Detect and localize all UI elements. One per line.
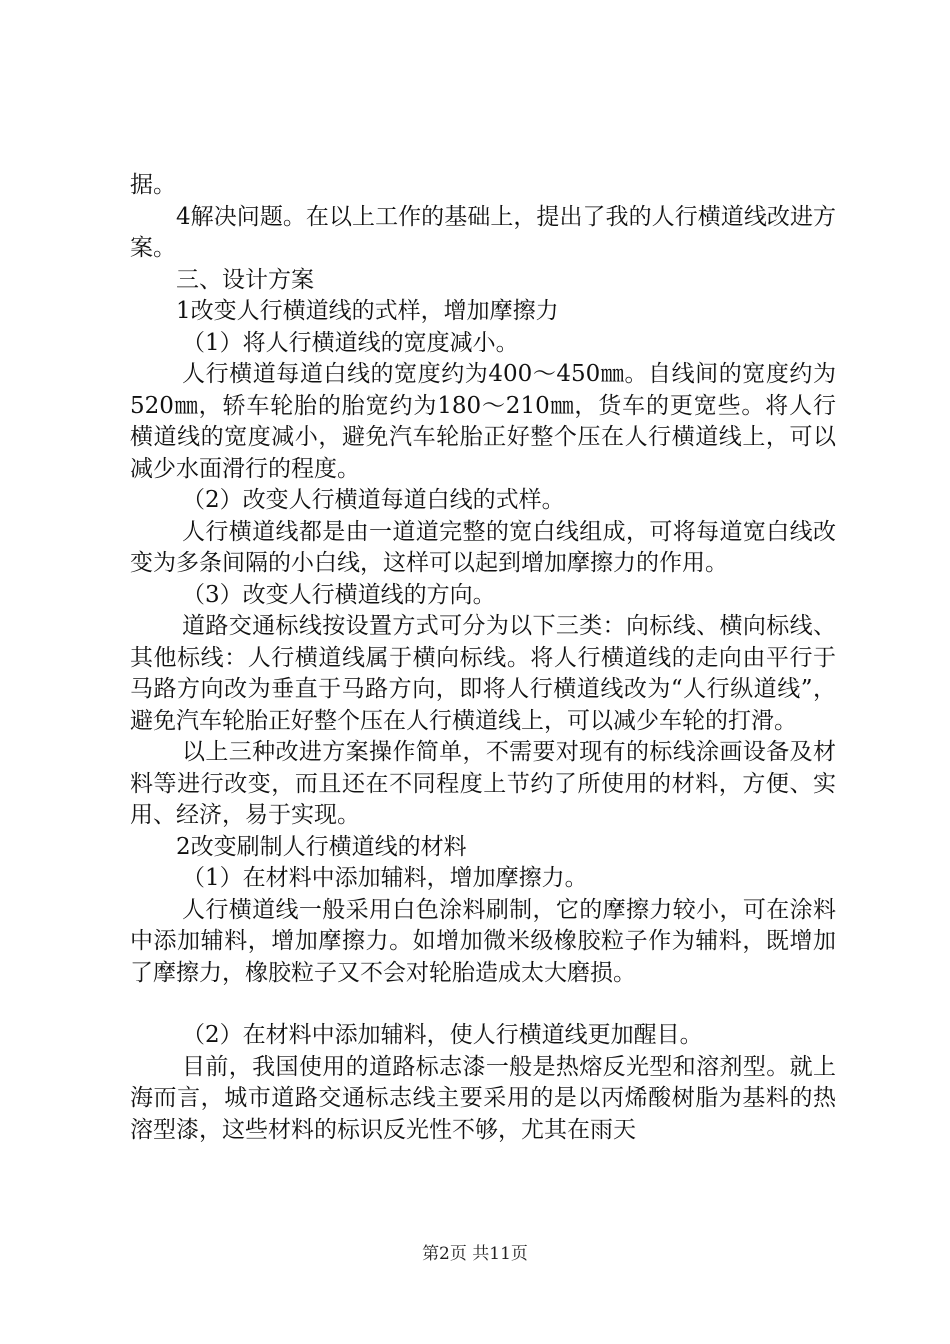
- paragraph: 4解决问题。在以上工作的基础上，提出了我的人行横道线改进方案。: [130, 203, 836, 261]
- paragraph: 人行横道线都是由一道道完整的宽白线组成，可将每道宽白线改变为多条间隔的小白线，这样可以起到增加摩擦力的作用。: [130, 518, 836, 576]
- paragraph: 据。: [130, 172, 176, 198]
- item-heading: （2）在材料中添加辅料，使人行横道线更加醒目。: [182, 1022, 703, 1048]
- item-heading: （2）改变人行横道每道白线的式样。: [182, 487, 565, 513]
- page-footer: 第2页 共11页: [422, 1244, 528, 1264]
- item-heading: （3）改变人行横道线的方向。: [182, 581, 496, 608]
- paragraph: 道路交通标线按设置方式可分为以下三类：向标线、横向标线、其他标线：人行横道线属于横向标线。将人行横道线的走向由平行于马路方向改为垂直于马路方向，即将人行横道线改为“人行纵道线”，避免汽车轮胎正好整个压在人行横道线上，可以减少车轮的打滑。: [130, 613, 836, 734]
- subsection-heading: 2改变刷制人行横道线的材料: [176, 833, 467, 860]
- paragraph: 目前，我国使用的道路标志漆一般是热熔反光型和溶剂型。就上海而言，城市道路交通标志线主要采用的是以丙烯酸树脂为基料的热溶型漆，这些材料的标识反光性不够，尤其在雨天: [130, 1053, 836, 1143]
- section-heading: 三、设计方案: [176, 266, 314, 293]
- document-body: [130, 170, 836, 1146]
- paragraph: 以上三种改进方案操作简单，不需要对现有的标线涂画设备及材料等进行改变，而且还在不同程度上节约了所使用的材料，方便、实用、经济，易于实现。: [130, 739, 836, 828]
- item-heading: （1）将人行横道线的宽度减小。: [182, 329, 519, 356]
- item-heading: （1）在材料中添加辅料，增加摩擦力。: [182, 865, 588, 891]
- blank-line: [130, 989, 836, 1020]
- subsection-heading: 1改变人行横道线的式样，增加摩擦力: [176, 298, 559, 324]
- paragraph: 人行横道每道白线的宽度约为400～450㎜。自线间的宽度约为520㎜，轿车轮胎的胎宽约为180～210㎜，货车的更宽些。将人行横道线的宽度减小，避免汽车轮胎正好整个压在人行横道线上，可以减少水面滑行的程度。: [130, 361, 836, 482]
- paragraph: 人行横道线一般采用白色涂料刷制，它的摩擦力较小，可在涂料中添加辅料，增加摩擦力。如增加微米级橡胶粒子作为辅料，既增加了摩擦力，橡胶粒子又不会对轮胎造成太大磨损。: [130, 896, 836, 986]
